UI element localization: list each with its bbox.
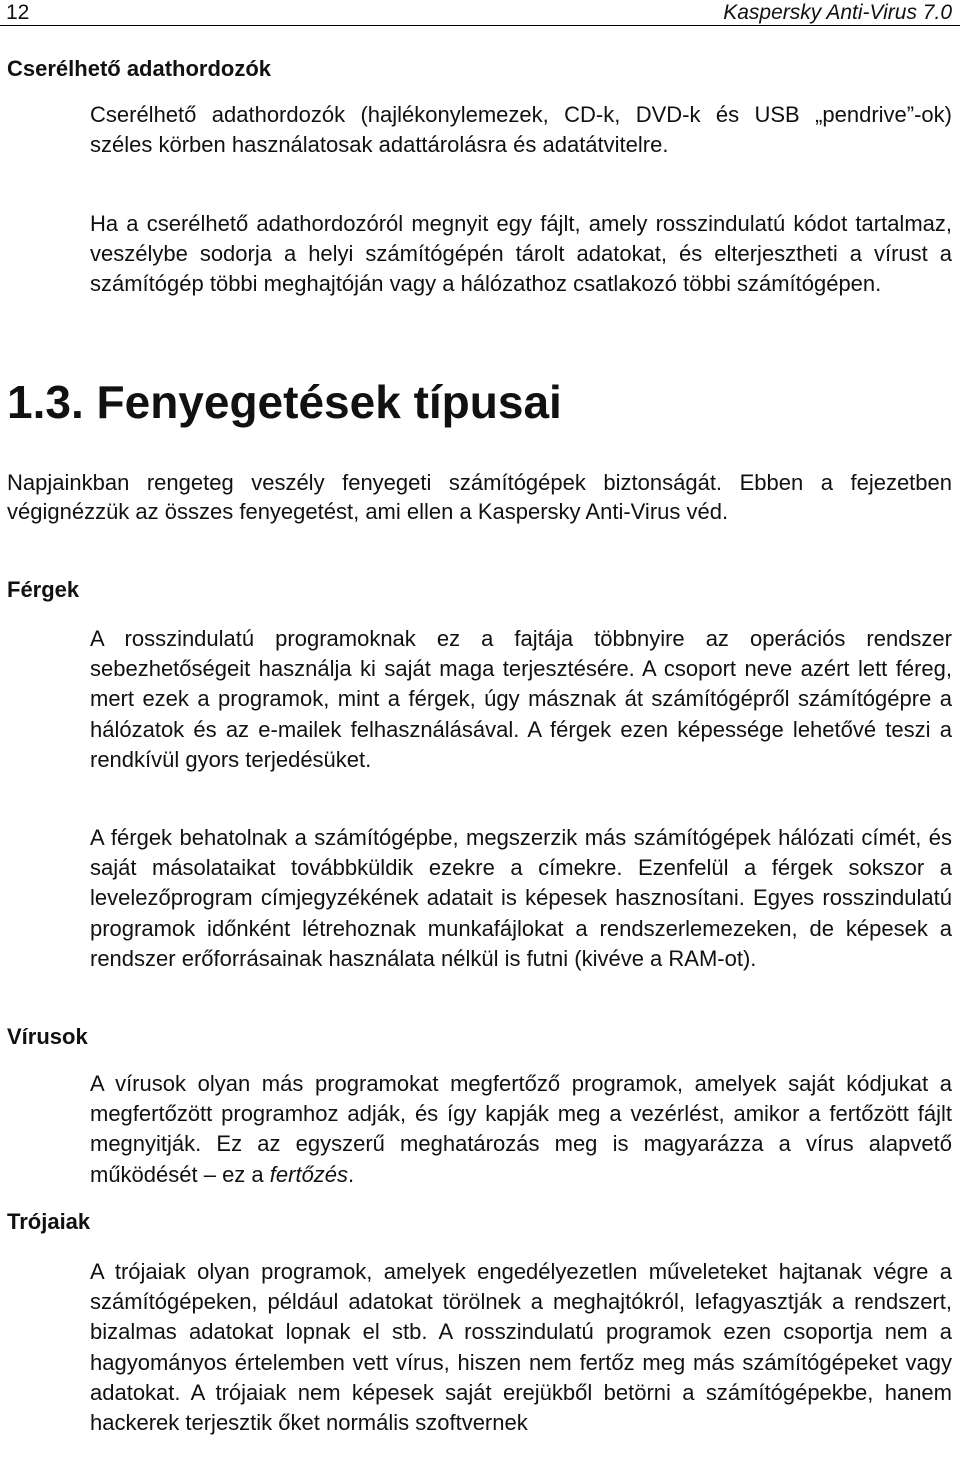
- running-title: Kaspersky Anti-Virus 7.0: [723, 1, 952, 24]
- section-intro-paragraph: Napjainkban rengeteg veszély fenyegeti számítógépek biztonságát. Ebben a fejezetben végignézzük az összes fenyegetést, ami ellen a Kaspersky Anti-Virus véd.: [7, 470, 952, 524]
- section-title: 1.3. Fenyegetések típusai: [7, 376, 562, 428]
- worms-paragraph-2: A férgek behatolnak a számítógépbe, megszerzik más számítógépek hálózati címét, és saját másolataikat továbbküldik ezekre a címekre. Ezenfelül a férgek sokszor a levelezőprogram címjegyzékének adatait is képesek hasznosítani. Egyes rosszindulatú programok időnként létrehoznak munkafájlokat a rendszerlemezeken, de képesek a rendszer erőforrásainak használata nélkül is futni (kivéve a RAM-ot).: [90, 825, 952, 971]
- viruses-paragraph-end: .: [348, 1161, 355, 1187]
- header-rule: [0, 25, 960, 26]
- removable-media-paragraph-1: Cserélhető adathordozók (hajlékonylemezek, CD-k, DVD-k és USB „pendrive”-ok) széles körben használatosak adattárolásra és adatátvitelre.: [90, 102, 952, 158]
- worms-heading: Férgek: [7, 577, 80, 602]
- viruses-paragraph-emphasis: fertőzés: [269, 1161, 349, 1187]
- trojans-heading: Trójaiak: [7, 1209, 91, 1234]
- viruses-paragraph-text: A vírusok olyan más programokat megfertőző programok, amelyek saját kódjukat a megfertőzött programhoz adják, és így kapják meg a vezérlést, amikor a fertőzött fájlt megnyitják. Ez az egyszerű meghatározás meg is magyarázza a vírus alapvető működését – ez a: [90, 1071, 952, 1187]
- viruses-heading: Vírusok: [7, 1024, 88, 1049]
- viruses-paragraph: [90, 1069, 952, 1190]
- worms-paragraph-1: A rosszindulatú programoknak ez a fajtája többnyire az operációs rendszer sebezhetőségeit használja ki saját maga terjesztésére. A csoport neve azért lett féreg, mert ezek a programok, mint a férgek, úgy másznak át számítógépről számítógépre a hálózatok és az e-mailek felhasználásával. A férgek ezen képessége lehetővé teszi a rendkívül gyors terjedésüket.: [90, 626, 952, 772]
- page-number: 12: [6, 1, 30, 24]
- trojans-paragraph: A trójaiak olyan programok, amelyek engedélyezetlen műveleteket hajtanak végre a számítógépeken, például adatokat törölnek a meghajtókról, lefagyasztják a rendszert, bizalmas adatokat lopnak el stb. A rosszindulatú programok ezen csoportja nem a hagyományos értelemben vett vírus, hiszen nem fertőz meg más számítógépeket vagy adatokat. A trójaiak nem képesek saját erejükből betörni a számítógépekbe, hanem hackerek terjesztik őket normális szoftvernek: [90, 1259, 952, 1436]
- removable-media-paragraph-2: Ha a cserélhető adathordozóról megnyit egy fájlt, amely rosszindulatú kódot tartalmaz, veszélybe sodorja a helyi számítógépén tárolt adatokat, és elterjesztheti a vírust a számítógép többi meghajtóján vagy a hálózathoz csatlakozó többi számítógépen.: [90, 211, 952, 297]
- removable-media-heading: Cserélhető adathordozók: [7, 56, 272, 81]
